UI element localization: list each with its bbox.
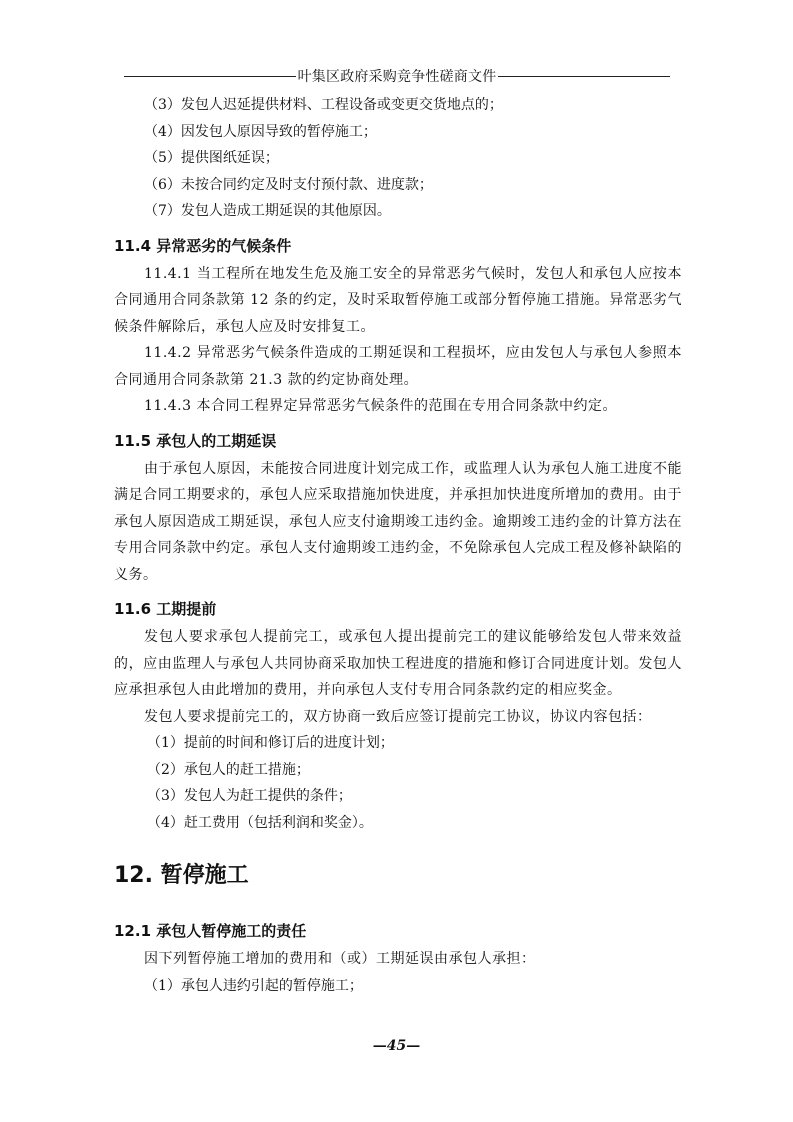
list-item: （1）承包人违约引起的暂停施工； [144,977,363,994]
section-heading-11-5: 11.5 承包人的工期延误 [114,431,277,450]
list-item: （2）承包人的赶工措施； [147,761,310,778]
list-item: （6）未按合同约定及时支付预付款、进度款； [144,176,433,193]
page-header [124,66,670,86]
chapter-heading-12: 12. 暂停施工 [114,863,249,888]
list-item: （4）赶工费用（包括利润和奖金）。 [147,814,373,831]
list-item: （3）发包人迟延提供材料、工程设备或变更交货地点的； [144,97,503,113]
list-item: （1）提前的时间和修订后的进度计划； [147,735,394,751]
list-item: （4）因发包人原因导致的暂停施工； [144,123,377,140]
list-item: （7）发包人造成工期延误的其他原因。 [144,203,391,219]
section-heading-11-6: 11.6 工期提前 [114,600,217,618]
header-title: 叶集区政府采购竞争性磋商文件 [297,69,497,85]
section-heading-12-1: 12.1 承包人暂停施工的责任 [114,922,307,940]
paragraph-11-4-3: 11.4.3 本合同工程界定异常恶劣气候条件的范围在专用合同条款中约定。 [144,398,617,414]
section-heading-11-4: 11.4 异常恶劣的气候条件 [114,236,292,255]
page-content [114,92,682,999]
list-item: （5）提供图纸延误； [144,150,279,166]
header-rule-left [124,76,296,77]
header-rule-right [498,76,670,77]
paragraph-11-4-1: 11.4.1 当工程所在地发生危及施工安全的异常恶劣气候时，发包人和承包人应按本合同通用合同条款第 12 条的约定，及时采取暂停施工或部分暂停施工措施。异常恶劣气候条件解除后，承包人应及时安排复工。 [114,265,682,335]
list-item: （3）发包人为赶工提供的条件； [147,788,352,804]
paragraph-11-6-1: 发包人要求承包人提前完工，或承包人提出提前完工的建议能够给发包人带来效益的，应由监理人与承包人共同协商采取加快工程进度的措施和修订合同进度计划。发包人应承担承包人由此增加的费用，并向承包人支付专用合同条款约定的相应奖金。 [114,629,682,698]
page-number: —45— [372,1038,421,1054]
paragraph-11-5: 由于承包人原因，未能按合同进度计划完成工作，或监理人认为承包人施工进度不能满足合同工期要求的，承包人应采取措施加快进度，并承担加快进度所增加的费用。由于承包人原因造成工期延误，承包人应支付逾期竣工违约金。逾期竣工违约金的计算方法在专用合同条款中约定。承包人支付逾期竣工违约金，不免除承包人完成工程及修补缺陷的义务。 [114,460,682,583]
paragraph-11-4-2: 11.4.2 异常恶劣气候条件造成的工期延误和工程损坏，应由发包人与承包人参照本合同通用合同条款第 21.3 款的约定协商处理。 [114,345,682,388]
paragraph-12-1: 因下列暂停施工增加的费用和（或）工期延误由承包人承担： [144,951,536,967]
paragraph-11-6-2: 发包人要求提前完工的，双方协商一致后应签订提前完工协议，协议内容包括： [144,708,652,725]
